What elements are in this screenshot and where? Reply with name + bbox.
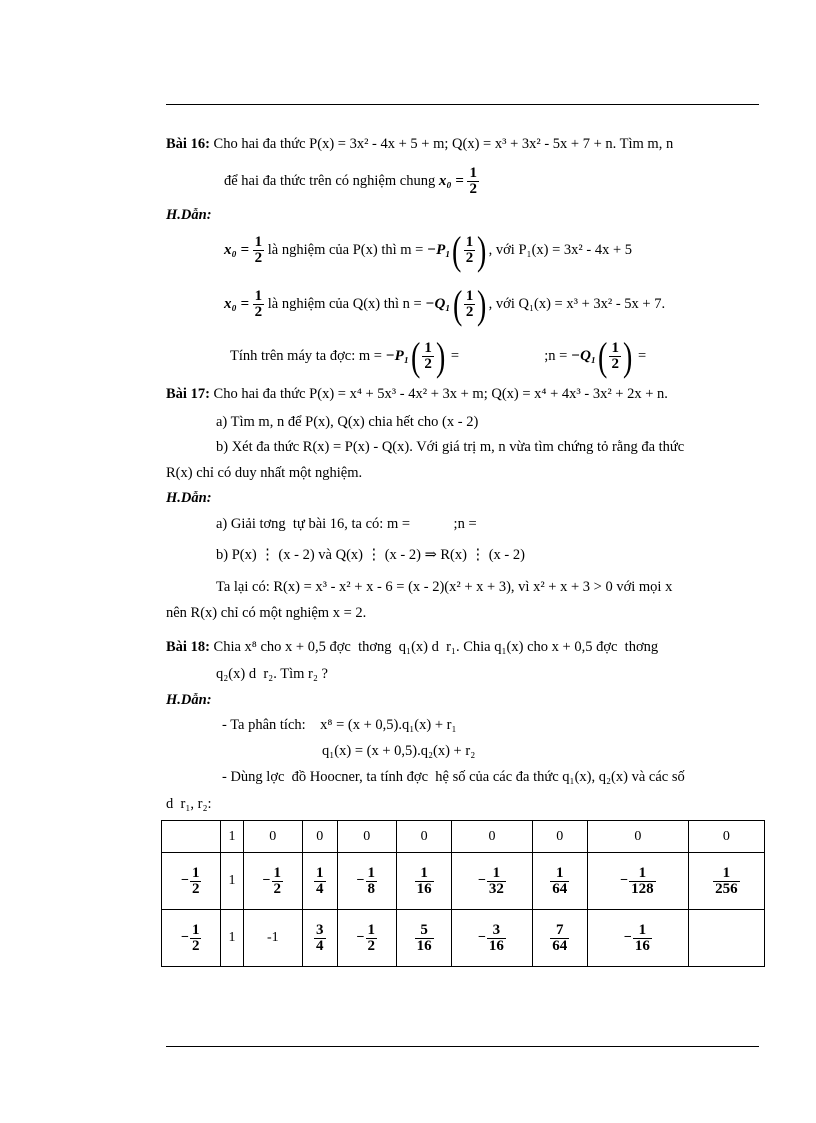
header-cell [162,821,221,853]
b17-a: a) Tìm m, n để P(x), Q(x) chia hết cho (x - 2) [216,414,479,430]
header-cell: 0 [452,821,532,853]
table-row [162,910,765,967]
b16-line1 [166,134,673,154]
numerator: 5 [420,921,428,938]
table-cell: -1 [243,910,302,967]
p1-function: −P₁ [426,242,451,258]
minus-sign: − [356,930,365,945]
right-paren: ) [622,333,633,379]
half-fraction: $\frac{1}{2}$ [254,234,263,267]
header-cell: 0 [337,821,396,853]
table-cell: 1 [221,853,243,910]
half-fraction: $\frac{1}{2}$ [469,165,477,198]
numerator: 3 [492,921,501,938]
denominator: 64 [552,880,568,897]
fraction [190,923,202,954]
b16-text2: để hai đa thức trên có nghiệm chung [224,173,436,189]
b16-hdan: H.Dẫn: [166,207,212,223]
footer-rule [166,1046,759,1047]
q1-function: −Q₁ [425,296,451,312]
table-header-row [162,821,765,853]
numerator: 1 [316,864,324,881]
fraction [550,923,569,954]
b16-step2-tail: , với Q₁(x) = x³ + 3x² - 5x + 7. [488,296,666,312]
x0-symbol: x₀ = [438,173,464,189]
denominator: 8 [367,880,376,897]
b18-text2: q₂(x) d r₂. Tìm r₂ ? [216,666,328,682]
table-cell [337,910,396,967]
table-cell [162,910,221,967]
denominator: 2 [367,937,376,954]
half-fraction: $\frac{1}{2}$ [254,288,263,321]
b16-step3-n: ;n = [544,348,571,364]
b17-text1: Cho hai đa thức P(x) = x⁴ + 5x³ - 4x² + 3x + m; Q(x) = x⁴ + 4x³ - 3x² + 2x + n. [213,386,668,402]
fraction [629,866,656,897]
b16-step1 [224,227,633,273]
fraction [415,866,434,897]
b18-label: Bài 18: [166,639,210,655]
header-cell: 0 [688,821,764,853]
table-cell [162,853,221,910]
b16-step2 [224,281,666,327]
header-cell: 1 [221,821,243,853]
denominator: 128 [631,880,654,897]
p1-function: −P₁ [385,348,410,364]
numerator: 1 [638,921,647,938]
b18-text1: Chia x⁸ cho x + 0,5 đợc thơng q₁(x) d r₁. Chia q₁(x) cho x + 0,5 đợc thơng [213,639,659,655]
horner-table [161,820,765,967]
header-cell: 0 [532,821,587,853]
denominator: 64 [552,937,568,954]
minus-sign: − [477,873,486,888]
denominator: 4 [316,937,324,954]
b18-s2: q₁(x) = (x + 0,5).q₂(x) + r₂ [322,743,476,759]
q1-function: −Q₁ [571,348,597,364]
fraction [415,923,434,954]
b16-step1-tail: , với P₁(x) = 3x² - 4x + 5 [488,242,633,258]
denominator: 4 [316,880,324,897]
denominator: 16 [634,937,650,954]
b17-line1 [166,384,668,404]
numerator: 1 [191,921,200,938]
fraction [633,923,652,954]
denominator: 2 [191,937,200,954]
table-cell [337,853,396,910]
table-cell [397,910,452,967]
b16-step1-text: là nghiệm của P(x) thì m = [267,242,427,258]
minus-sign: − [180,930,189,945]
b16-text1: Cho hai đa thức P(x) = 3x² - 4x + 5 + m; Q(x) = x³ + 3x² - 5x + 7 + n. Tìm m, n [213,136,674,152]
header-cell: 0 [303,821,338,853]
half-fraction: $\frac{1}{2}$ [611,340,619,373]
b16-step3-text: Tính trên máy ta đợc: m = [230,348,386,364]
fraction [272,866,284,897]
b17-s4: nên R(x) chỉ có một nghiệm x = 2. [166,605,367,621]
numerator: 3 [316,921,324,938]
half-fraction: $\frac{1}{2}$ [465,288,474,321]
table-cell [532,853,587,910]
b17-b2: R(x) chỉ có duy nhất một nghiệm. [166,465,363,481]
header-cell: 0 [397,821,452,853]
minus-sign: − [356,873,365,888]
numerator: 1 [492,864,501,881]
fraction [366,923,378,954]
table-cell [452,853,532,910]
numerator: 1 [191,864,200,881]
table-cell [243,853,302,910]
b17-b1: b) Xét đa thức R(x) = P(x) - Q(x). Với giá trị m, n vừa tìm chứng tỏ rằng đa thức [216,439,685,455]
b16-label: Bài 16: [166,136,210,152]
left-paren: ( [452,227,462,273]
denominator: 16 [416,937,432,954]
table-cell [688,910,764,967]
table-cell [587,853,688,910]
b17-hdan: H.Dẫn: [166,490,212,506]
right-paren: ) [477,281,487,327]
left-paren: ( [411,333,421,379]
b16-line2 [224,164,479,198]
numerator: 1 [367,864,376,881]
fraction [487,866,506,897]
table-cell [688,853,764,910]
b17-s3: Ta lại có: R(x) = x³ - x² + x - 6 = (x - 2)(x² + x + 3), vì x² + x + 3 > 0 với mọi x [216,579,673,595]
b16-step2-text: là nghiệm của Q(x) thì n = [267,296,426,312]
table-cell [397,853,452,910]
fraction [550,866,569,897]
numerator: 1 [555,864,564,881]
equals: = [447,348,460,364]
b18-s1: - Ta phân tích: x⁸ = (x + 0,5).q₁(x) + r₁ [222,717,457,733]
b17-s1: a) Giải tơng tự bài 16, ta có: m = ;n = [216,516,477,532]
fraction [314,866,326,897]
b18-s3: - Dùng lợc đồ Hoocner, ta tính đợc hệ số của các đa thức q₁(x), q₂(x) và các số [222,769,685,785]
numerator: 1 [273,864,282,881]
table-cell [303,853,338,910]
minus-sign: − [180,873,189,888]
left-paren: ( [598,333,608,379]
table-cell [452,910,532,967]
table-cell [587,910,688,967]
b18-hdan: H.Dẫn: [166,692,212,708]
numerator: 1 [420,864,428,881]
x0-symbol: x₀ = [224,296,250,312]
b17-label: Bài 17: [166,386,210,402]
header-cell: 0 [587,821,688,853]
right-paren: ) [435,333,446,379]
header-rule [166,104,759,105]
header-cell: 0 [243,821,302,853]
equals: = [634,348,647,364]
denominator: 2 [273,880,282,897]
table-cell [532,910,587,967]
half-fraction: $\frac{1}{2}$ [424,340,432,373]
fraction [487,923,506,954]
denominator: 256 [715,880,738,897]
numerator: 1 [638,864,647,881]
denominator: 32 [488,880,504,897]
b18-line1 [166,637,658,657]
table-cell [303,910,338,967]
numerator: 7 [555,921,564,938]
table-cell: 1 [221,910,243,967]
b18-s4: d r₁, r₂: [166,796,212,812]
table-row [162,853,765,910]
minus-sign: − [477,930,486,945]
half-fraction: $\frac{1}{2}$ [465,234,474,267]
fraction [713,866,740,897]
minus-sign: − [262,873,271,888]
denominator: 2 [191,880,200,897]
b16-step3 [230,333,647,379]
denominator: 16 [488,937,504,954]
fraction [190,866,202,897]
left-paren: ( [452,281,462,327]
fraction [366,866,378,897]
fraction [314,923,326,954]
numerator: 1 [367,921,376,938]
right-paren: ) [477,227,487,273]
numerator: 1 [722,864,731,881]
x0-symbol: x₀ = [224,242,250,258]
denominator: 16 [416,880,432,897]
minus-sign: − [623,930,632,945]
b17-s2: b) P(x) ⋮ (x - 2) và Q(x) ⋮ (x - 2) ⇒ R(x) ⋮ (x - 2) [216,547,525,563]
minus-sign: − [620,873,629,888]
